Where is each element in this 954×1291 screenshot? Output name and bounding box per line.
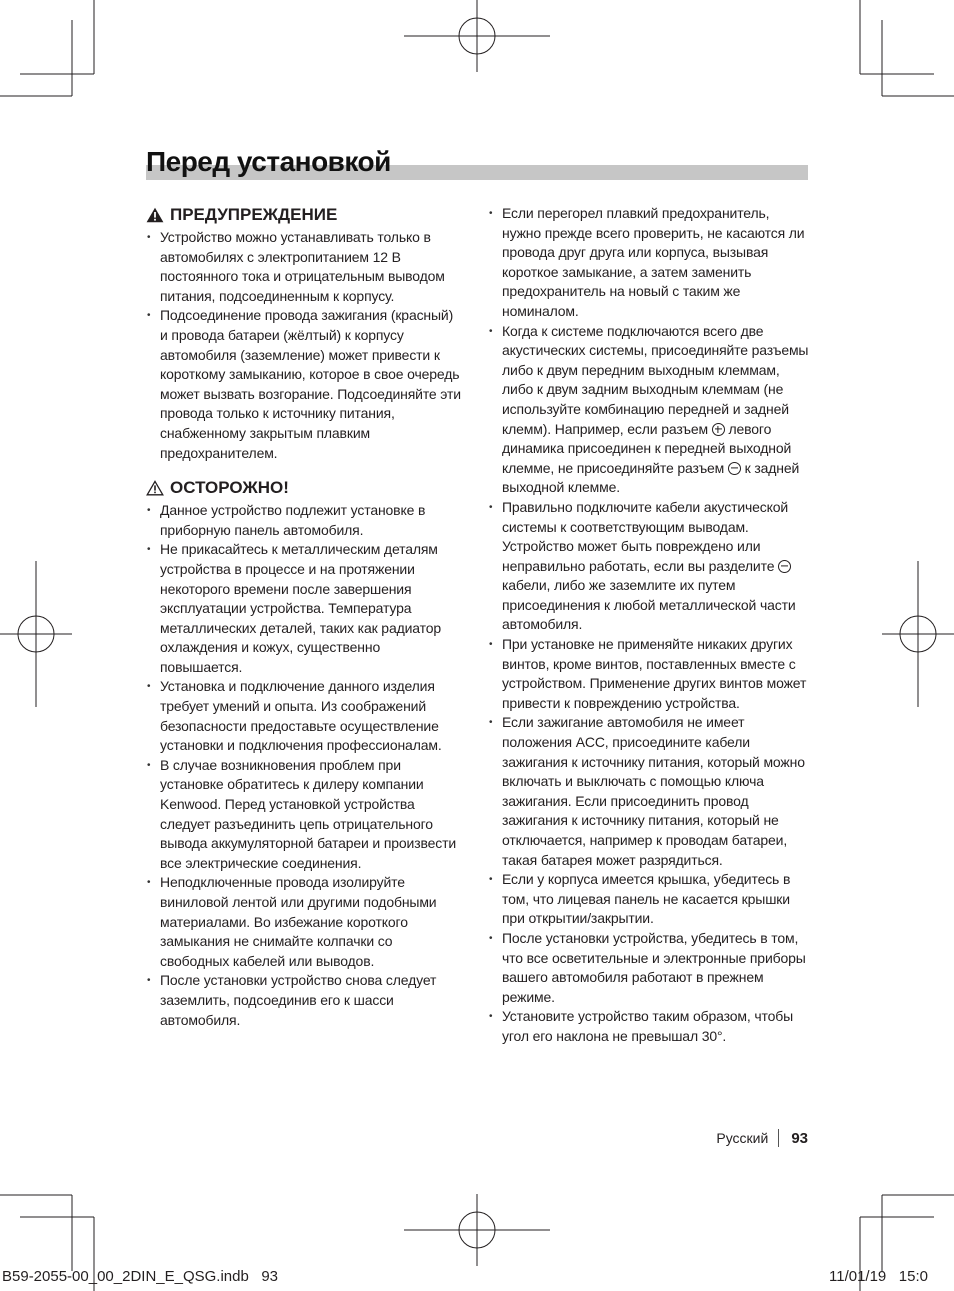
- caution-heading: [146, 477, 464, 499]
- page-title: Перед установкой: [146, 146, 391, 177]
- right-list: [488, 204, 810, 1047]
- list-item: • Подсоединение провода зажигания (красный) и провода батареи (жёлтый) к корпусу автомобиля (заземление) может привести к короткому замыканию, которое в свое очередь может вызвать возгорание. Подсоединяйте эти провода только к источнику питания, снабженному закрытым плавким предохранителем.: [146, 306, 464, 463]
- minus-terminal-icon: [728, 462, 741, 475]
- warning-heading: [146, 204, 464, 226]
- page-number: 93: [791, 1129, 808, 1147]
- list-item: • Если зажигание автомобиля не имеет положения ACC, присоедините кабели зажигания к источнику питания, который можно включать и выключать с помощью ключа зажигания. Если присоединить провод зажигания к источнику питания, который не отключается, например к проводам батареи, такая батарея может разрядиться.: [488, 713, 810, 870]
- warning-list: [146, 228, 464, 463]
- warning-heading-text: ПРЕДУПРЕЖДЕНИЕ: [170, 205, 338, 224]
- footer-language: Русский: [716, 1130, 769, 1146]
- list-item-text: кабели, либо же заземлите их путем присоединения к любой металлической части автомобиля.: [502, 577, 796, 633]
- caution-heading-text: ОСТОРОЖНО!: [170, 478, 289, 498]
- list-item: [488, 322, 810, 498]
- list-item: • Установите устройство таким образом, чтобы угол его наклона не превышал 30°.: [488, 1007, 810, 1046]
- list-item: • Не прикасайтесь к металлическим деталям устройства в процессе и на протяжении некоторого времени после завершения эксплуатации устройства. Температура металлических деталей, таких как радиатор охлаждения и кожух, существенно повышается.: [146, 540, 464, 677]
- list-item: • Неподключенные провода изолируйте виниловой лентой или другими подобными материалами. Во избежание короткого замыкания не снимайте колпачки со свободных кабелей или выводов.: [146, 873, 464, 971]
- list-item: • В случае возникновения проблем при установке обратитесь к дилеру компании Kenwood. Перед установкой устройства следует разъединить цепь отрицательного вывода аккумуляторной батареи и произвести все электрические соединения.: [146, 756, 464, 874]
- caution-list: [146, 501, 464, 1030]
- plus-terminal-icon: [712, 423, 725, 436]
- right-column: [488, 204, 810, 1047]
- page-footer: [716, 1129, 808, 1147]
- list-item: • Устройство можно устанавливать только в автомобилях с электропитанием 12 В постоянного тока и отрицательным выводом питания, подсоединенным к корпусу.: [146, 228, 464, 306]
- slug-date: 11/01/19 15:0: [829, 1268, 928, 1285]
- list-item: • При установке не применяйте никаких других винтов, кроме винтов, поставленных вместе с устройством. Применение других винтов может привести к повреждению устройства.: [488, 635, 810, 713]
- caution-icon: [146, 480, 164, 496]
- list-item: • Установка и подключение данного изделия требует умений и опыта. Из соображений безопасности предоставьте осуществление установки и подключения профессионалам.: [146, 677, 464, 755]
- list-item: • Данное устройство подлежит установке в приборную панель автомобиля.: [146, 501, 464, 540]
- minus-terminal-icon: [778, 560, 791, 573]
- list-item-text: к задней выходной клемме.: [502, 459, 800, 496]
- list-item: • После установки устройство снова следует заземлить, подсоединив его к шасси автомобиля.: [146, 971, 464, 1030]
- left-column: [146, 204, 464, 1030]
- list-item-text: Когда к системе подключаются всего две акустических системы, присоединяйте разъемы либо к двум передним выходным клеммам, либо к двум задним выходным клеммам (не используйте комбинацию передней и задней клемм). Например, если разъем: [502, 322, 809, 437]
- list-item: • Если перегорел плавкий предохранитель, нужно прежде всего проверить, не касаются ли провода друг друга или корпуса, вызывая короткое замыкание, а затем заменить предохранитель на новый с таким же номиналом.: [488, 204, 810, 322]
- list-item: [488, 498, 810, 635]
- page-title-area: [146, 146, 808, 184]
- list-item-text: Правильно подключите кабели акустической системы к соответствующим выводам. Устройство может быть повреждено или неправильно работать, если вы разделите: [502, 498, 789, 574]
- list-item: • После установки устройства, убедитесь в том, что все осветительные и электронные приборы вашего автомобиля работают в прежнем режиме.: [488, 929, 810, 1007]
- list-item-text: левого динамика присоединен к передней выходной клемме, не присоединяйте разъем: [502, 420, 792, 476]
- slug-file-name: B59-2055-00_00_2DIN_E_QSG.indb 93: [2, 1268, 279, 1285]
- warning-icon: [146, 207, 164, 223]
- list-item: • Если у корпуса имеется крышка, убедитесь в том, что лицевая панель не касается крышки при открытии/закрытии.: [488, 870, 810, 929]
